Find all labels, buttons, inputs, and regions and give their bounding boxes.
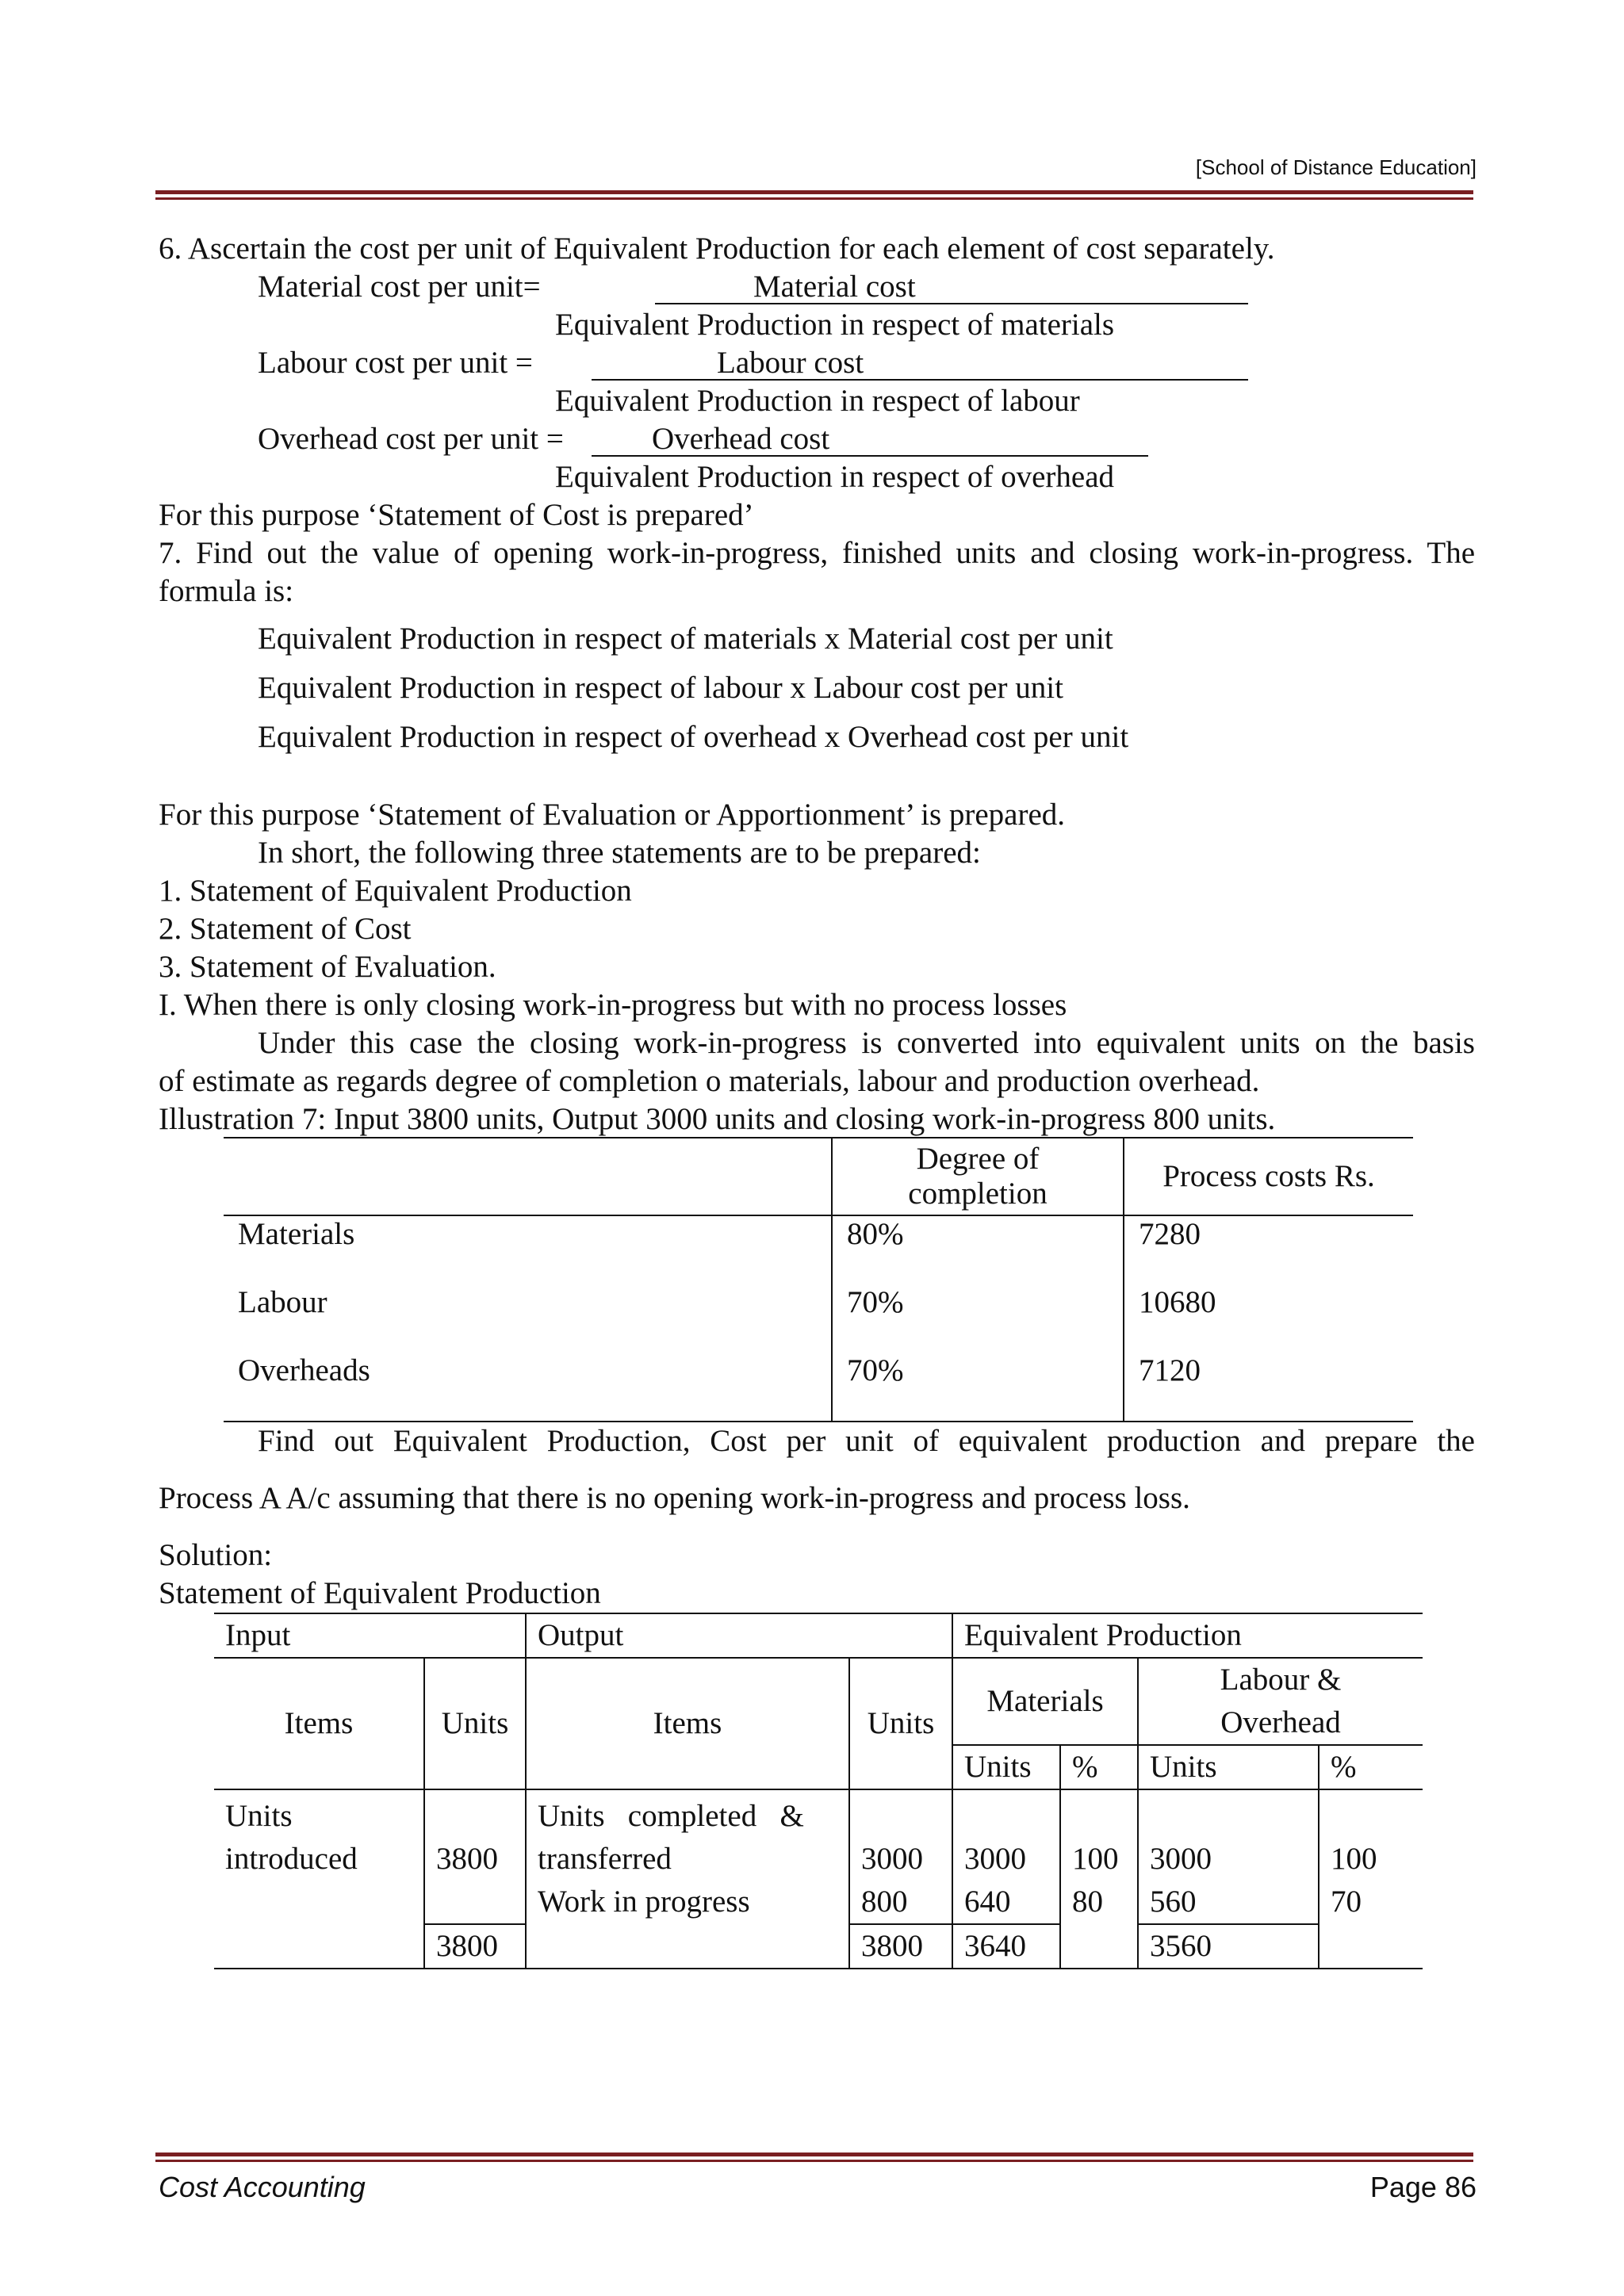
materials-units-value: 3000 [964,1842,1026,1876]
input-units-value: 3800 [436,1842,498,1876]
input-items-cell [214,1789,424,1924]
labour-units-value: 560 [1150,1885,1197,1919]
formula-labour: Equivalent Production in respect of labour x Labour cost per unit [258,671,1063,705]
formula-overhead: Equivalent Production in respect of overhead x Overhead cost per unit [258,720,1129,754]
output-units-header: Units [849,1658,952,1789]
labour-cost-denominator: Equivalent Production in respect of labour [555,384,1080,418]
table-cell: Labour [238,1285,327,1319]
step7-heading-cont: formula is: [159,574,294,608]
output-units-value: 800 [861,1885,908,1919]
question-line2: Process A A/c assuming that there is no opening work-in-progress and process loss. [159,1481,1190,1515]
labour-pct-value: 100 [1331,1842,1377,1876]
materials-pct-value: 100 [1072,1842,1119,1876]
labour-pct-header: % [1319,1745,1423,1789]
page-number: Page 86 [1369,2171,1477,2203]
materials-pct-value: 80 [1072,1885,1103,1919]
labour-pct-value: 70 [1331,1885,1362,1919]
table-cell: 7280 [1124,1215,1413,1284]
input-total: 3800 [424,1924,526,1969]
materials-units-cell [952,1789,1060,1924]
total-spacer [214,1924,424,1969]
table-cell: 7120 [1124,1353,1413,1422]
labour-units-header: Units [1138,1745,1319,1789]
list-item: 2. Statement of Cost [159,912,412,946]
materials-pct-header: % [1060,1745,1138,1789]
labour-units-cell [1138,1789,1319,1924]
input-units-cell [424,1789,526,1924]
input-item-line: Units [225,1799,293,1833]
table-cell: 70% [832,1284,1124,1353]
statement-of-evaluation-note: For this purpose ‘Statement of Evaluation or Apportionment’ is prepared. [159,798,1066,832]
output-header: Output [526,1613,952,1658]
table-row [224,1284,1413,1353]
step7-heading: 7. Find out the value of opening work-in-progress, finished units and closing work-in-progress. The [159,536,1475,570]
output-units-value: 3000 [861,1842,923,1876]
case1-heading: I. When there is only closing work-in-progress but with no process losses [159,988,1067,1022]
table-cell: 10680 [1124,1284,1413,1353]
table-header-row [214,1613,1423,1658]
statement-of-cost-note: For this purpose ‘Statement of Cost is prepared’ [159,498,754,532]
equivalent-production-header: Equivalent Production [952,1613,1423,1658]
case1-paragraph-line2: of estimate as regards degree of completion o materials, labour and production overhead. [159,1064,1260,1098]
labour-overhead-line2: Overhead [1220,1705,1341,1739]
labour-overhead-line1: Labour & [1220,1663,1342,1697]
table-cell: 80% [832,1215,1124,1284]
materials-pct-cell [1060,1789,1138,1969]
table-header-row [224,1138,1413,1215]
labour-cost-label: Labour cost per unit = [258,346,533,380]
overhead-cost-denominator: Equivalent Production in respect of overhead [555,460,1115,494]
input-header: Input [214,1613,526,1658]
material-cost-label: Material cost per unit= [258,270,541,304]
table-row [214,1789,1423,1924]
list-item: 1. Statement of Equivalent Production [159,874,632,908]
input-items-header: Items [214,1658,424,1789]
output-item-line: transferred [538,1842,672,1876]
list-item: 3. Statement of Evaluation. [159,950,496,984]
degree-of-completion-header: Degree of completion [832,1138,1124,1215]
table-cell: Materials [238,1217,355,1251]
labour-total: 3560 [1138,1924,1319,1969]
labour-cost-numerator: Labour cost [592,344,1248,382]
statement-title: Statement of Equivalent Production [159,1576,601,1610]
degree-of-completion-table [224,1137,1413,1422]
solution-label: Solution: [159,1538,273,1572]
overhead-cost-label: Overhead cost per unit = [258,422,564,456]
labour-units-value: 3000 [1150,1842,1212,1876]
material-cost-numerator: Material cost [655,268,1248,306]
header-rule-thin [155,197,1473,200]
table-cell: 70% [832,1353,1124,1422]
materials-total: 3640 [952,1924,1060,1969]
summary-intro: In short, the following three statements are to be prepared: [258,836,981,870]
materials-units-value: 640 [964,1885,1011,1919]
table-row [224,1353,1413,1422]
output-item-line: Units completed & [538,1799,804,1833]
process-costs-header: Process costs Rs. [1124,1138,1413,1215]
output-items-cell [526,1789,849,1969]
table-header-cell [224,1138,832,1215]
labour-overhead-header [1138,1658,1423,1745]
input-item-line: introduced [225,1842,358,1876]
footer-title: Cost Accounting [159,2171,366,2203]
footer-rule-thick [155,2152,1473,2156]
overhead-cost-numerator: Overhead cost [592,420,1148,458]
output-units-cell [849,1789,952,1924]
table-cell: Overheads [238,1353,370,1387]
table-row [224,1215,1413,1284]
illustration-7: Illustration 7: Input 3800 units, Output 3000 units and closing work-in-progress 800 units. [159,1102,1276,1136]
header-institution: [School of Distance Education] [1195,155,1477,179]
formula-materials: Equivalent Production in respect of materials x Material cost per unit [258,622,1113,656]
materials-units-header: Units [952,1745,1060,1789]
material-cost-denominator: Equivalent Production in respect of materials [555,308,1115,342]
output-total: 3800 [849,1924,952,1969]
input-units-header: Units [424,1658,526,1789]
step6-heading: 6. Ascertain the cost per unit of Equivalent Production for each element of cost separately. [159,232,1275,266]
table-header-row [214,1658,1423,1745]
header-rule-thick [155,190,1473,194]
output-item-line: Work in progress [538,1885,750,1919]
footer-rule-thin [155,2160,1473,2162]
materials-header: Materials [952,1658,1138,1745]
equivalent-production-table [214,1613,1423,1969]
case1-paragraph-line1: Under this case the closing work-in-progress is converted into equivalent units on the basis [258,1026,1475,1060]
labour-pct-cell [1319,1789,1423,1969]
output-items-header: Items [526,1658,849,1789]
question-line1: Find out Equivalent Production, Cost per unit of equivalent production and prepare the [258,1424,1475,1458]
